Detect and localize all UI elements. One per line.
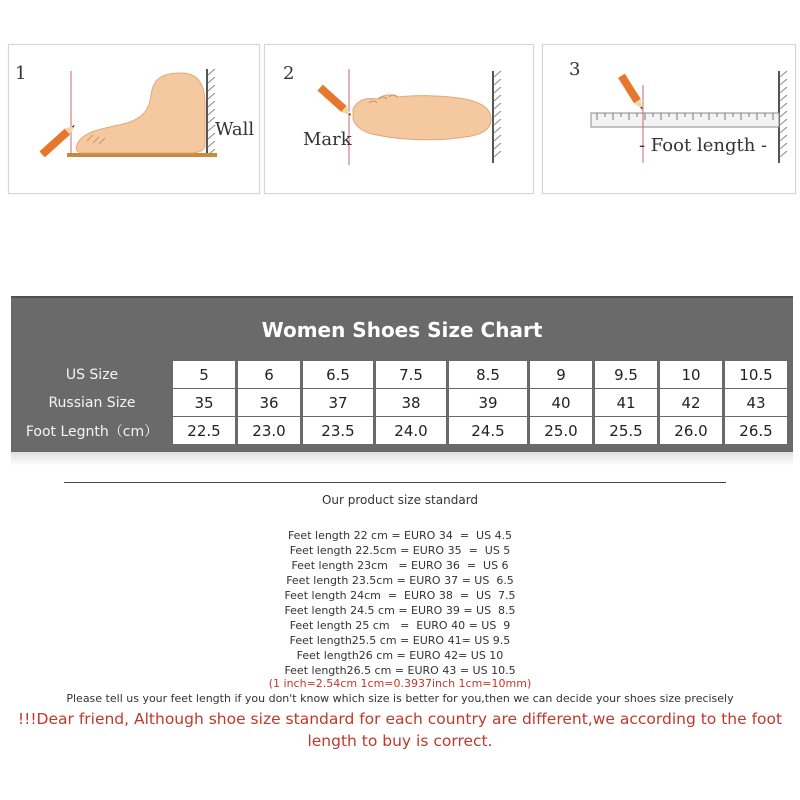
size-chart-cell: 43	[725, 389, 787, 416]
size-conversion-line: Feet length25.5 cm = EURO 41= US 9.5	[289, 634, 511, 647]
size-conversion-line: Feet length 25 cm = EURO 40 = US 9	[289, 619, 511, 632]
size-chart-cell: 9	[530, 361, 592, 388]
size-chart-cell: 23.5	[303, 417, 373, 444]
size-chart-cell: 35	[173, 389, 235, 416]
step-1-number: 1	[15, 63, 27, 84]
size-chart-cell: 9.5	[595, 361, 657, 388]
pencil-icon	[618, 74, 646, 112]
step-3-illustration	[543, 45, 795, 193]
unit-conversion-note: (1 inch=2.54cm 1cm=0.3937inch 1cm=10mm)	[268, 677, 532, 690]
step-1-panel	[8, 44, 260, 194]
step-3-panel	[542, 44, 796, 194]
size-chart-cell: 37	[303, 389, 373, 416]
size-chart	[11, 296, 793, 454]
size-chart-row-header: Russian Size	[14, 389, 170, 416]
size-chart-row	[14, 389, 787, 416]
size-conversion-line: Feet length 24cm = EURO 38 = US 7.5	[284, 589, 516, 602]
foot-length-label: - Foot length -	[639, 135, 768, 156]
size-chart-cell: 10	[660, 361, 722, 388]
size-chart-row	[14, 361, 787, 388]
size-warning-line-2: length to buy is correct.	[307, 732, 493, 750]
feet-length-request-note: Please tell us your feet length if you don't know which size is better for you,then we can decide your shoes size precisely	[66, 692, 734, 705]
floor-strip	[67, 153, 217, 157]
size-warning-line-1: !!!Dear friend, Although shoe size standard for each country are different,we according to the foot	[17, 710, 783, 728]
size-conversion-line: Feet length 23cm = EURO 36 = US 6	[291, 559, 509, 572]
size-standard-title: Our product size standard	[321, 493, 479, 507]
size-conversion-line: Feet length 22.5cm = EURO 35 = US 5	[289, 544, 511, 557]
size-chart-cell: 23.0	[238, 417, 300, 444]
size-chart-cell: 25.0	[530, 417, 592, 444]
size-chart-cell: 39	[449, 389, 527, 416]
size-chart-table	[11, 360, 790, 445]
chart-shadow	[11, 452, 793, 466]
size-chart-cell: 7.5	[376, 361, 446, 388]
size-chart-cell: 36	[238, 389, 300, 416]
wall-icon	[207, 69, 215, 157]
size-chart-row-header: Foot Legnth（cm）	[14, 417, 170, 444]
chart-title: Women Shoes Size Chart	[261, 318, 543, 342]
size-warning-note	[0, 708, 800, 752]
size-conversion-line: Feet length26 cm = EURO 42= US 10	[296, 649, 504, 662]
size-conversion-line: Feet length26.5 cm = EURO 43 = US 10.5	[284, 664, 516, 677]
step-2-number: 2	[283, 63, 295, 84]
size-chart-cell: 10.5	[725, 361, 787, 388]
wall-icon	[779, 71, 787, 163]
size-chart-cell: 42	[660, 389, 722, 416]
divider	[64, 482, 726, 483]
step-3-number: 3	[569, 59, 581, 80]
size-chart-cell: 26.0	[660, 417, 722, 444]
wall-icon	[493, 71, 501, 163]
step-2-illustration	[265, 45, 533, 193]
mark-label: Mark	[303, 129, 352, 150]
size-chart-cell: 24.0	[376, 417, 446, 444]
size-chart-cell: 40	[530, 389, 592, 416]
size-chart-cell: 41	[595, 389, 657, 416]
step-2-panel	[264, 44, 534, 194]
size-chart-row	[14, 417, 787, 444]
wall-label: Wall	[215, 119, 255, 140]
size-chart-cell: 5	[173, 361, 235, 388]
size-conversion-line: Feet length 22 cm = EURO 34 = US 4.5	[287, 529, 513, 542]
size-chart-cell: 25.5	[595, 417, 657, 444]
size-conversion-line: Feet length 23.5cm = EURO 37 = US 6.5	[286, 574, 514, 587]
ruler-icon	[591, 113, 779, 127]
pencil-icon	[39, 122, 77, 157]
size-chart-row-header: US Size	[14, 361, 170, 388]
size-chart-cell: 26.5	[725, 417, 787, 444]
size-conversion-line: Feet length 24.5 cm = EURO 39 = US 8.5	[284, 604, 516, 617]
size-chart-cell: 24.5	[449, 417, 527, 444]
size-chart-cell: 8.5	[449, 361, 527, 388]
size-chart-cell: 6	[238, 361, 300, 388]
size-conversion-list	[0, 528, 800, 678]
size-chart-cell: 6.5	[303, 361, 373, 388]
size-chart-cell: 22.5	[173, 417, 235, 444]
size-chart-cell: 38	[376, 389, 446, 416]
